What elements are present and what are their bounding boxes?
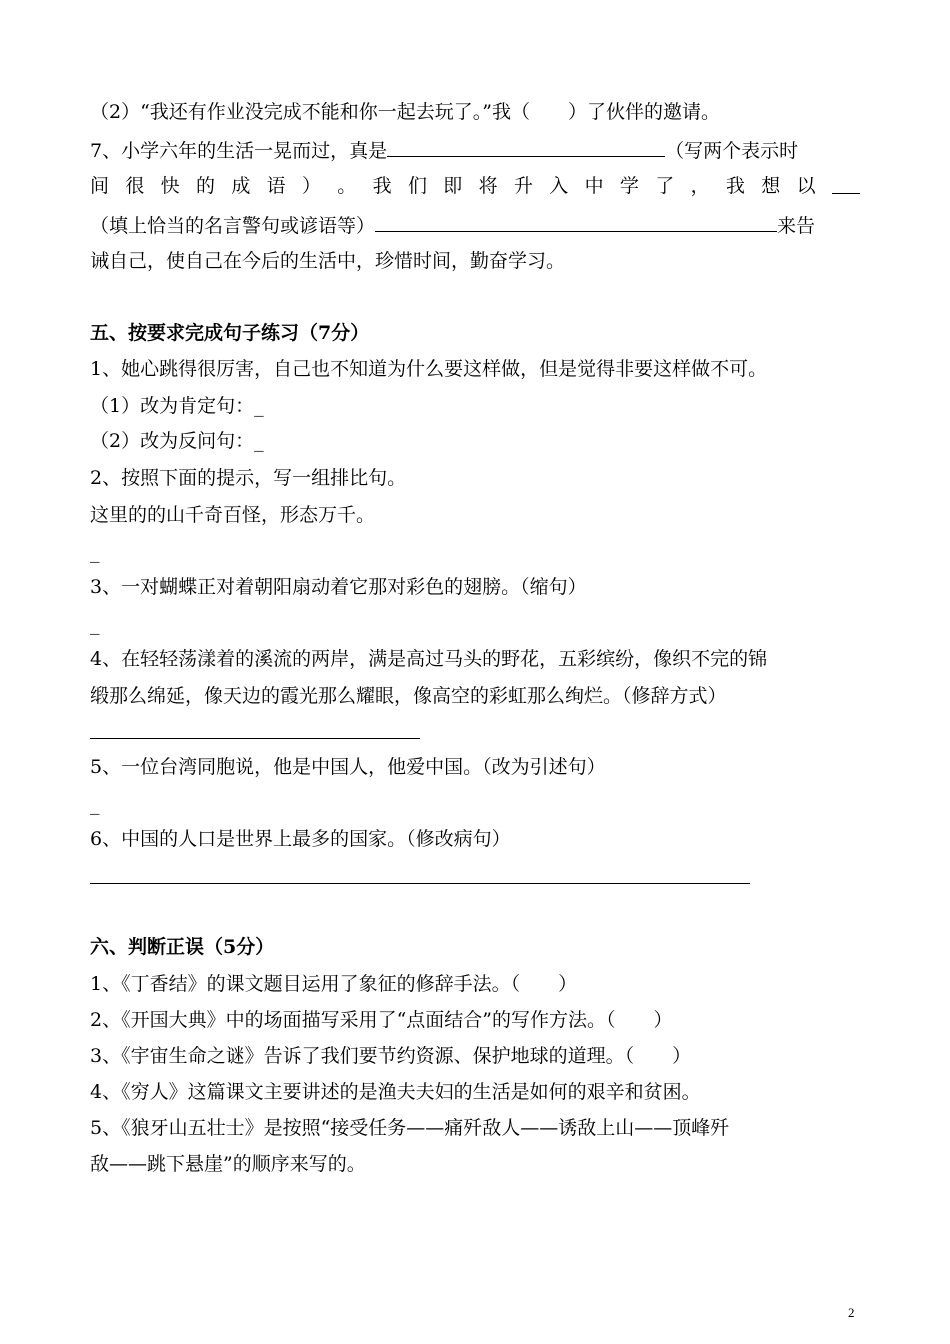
question-6-2: （2）“我还有作业没完成不能和你一起去玩了。”我（ ）了伙伴的邀请。 bbox=[90, 101, 721, 123]
q7-char: 我 bbox=[372, 175, 392, 197]
question-7-text-a: 7、小学六年的生活一晃而过，真是 bbox=[90, 140, 388, 162]
q7-char: 即 bbox=[443, 175, 463, 197]
s5-question-1-1: （1）改为肯定句：_ bbox=[90, 395, 264, 417]
q7-char: 想 bbox=[761, 175, 781, 197]
s5-question-2-hint: 这里的的山千奇百怪，形态万千。 bbox=[90, 504, 376, 526]
s5-question-6-answer-line[interactable] bbox=[90, 883, 750, 884]
question-7-line-4: 诫自己，使自己在今后的生活中，珍惜时间，勤奋学习。 bbox=[90, 250, 566, 272]
page-number: 2 bbox=[848, 1305, 855, 1320]
s5-question-2-answer[interactable]: _ bbox=[90, 541, 100, 563]
q7-char: 以 bbox=[796, 175, 816, 197]
q7-char: 将 bbox=[478, 175, 498, 197]
s5-question-4-answer-line[interactable] bbox=[90, 738, 420, 739]
s6-question-5-line-1: 5、《狼牙山五壮士》是按照“接受任务——痛歼敌人——诱敌上山——顶峰歼 bbox=[90, 1117, 730, 1139]
s5-question-5-answer[interactable]: _ bbox=[90, 793, 100, 815]
proverb-blank-start[interactable] bbox=[832, 173, 860, 194]
q7-char: 的 bbox=[195, 175, 215, 197]
section-5-title: 五、按要求完成句子练习（7分） bbox=[90, 322, 370, 344]
s6-question-5-line-2: 敌——跳下悬崖”的顺序来写的。 bbox=[90, 1153, 366, 1175]
q7-char: 很 bbox=[125, 175, 145, 197]
s6-question-1: 1、《丁香结》的课文题目运用了象征的修辞手法。（ ） bbox=[90, 973, 578, 995]
q7-char: 。 bbox=[337, 175, 357, 197]
question-7-line-2 bbox=[90, 173, 860, 199]
question-7-line-3 bbox=[90, 211, 815, 239]
q7-char: 语 bbox=[266, 175, 286, 197]
q7-char: 了 bbox=[655, 175, 675, 197]
s5-question-4-line-1: 4、在轻轻荡漾着的溪流的两岸，满是高过马头的野花，五彩缤纷，像织不完的锦 bbox=[90, 648, 768, 670]
s6-question-3: 3、《宇宙生命之谜》告诉了我们要节约资源、保护地球的道理。（ ） bbox=[90, 1045, 692, 1067]
q7-char: 快 bbox=[160, 175, 180, 197]
s5-question-1: 1、她心跳得很厉害，自己也不知道为什么要这样做，但是觉得非要这样做不可。 bbox=[90, 358, 768, 380]
s6-question-4: 4、《穷人》这篇课文主要讲述的是渔夫夫妇的生活是如何的艰辛和贫困。 bbox=[90, 1081, 701, 1103]
question-7-text-b: （写两个表示时 bbox=[665, 140, 799, 162]
q7-char: 间 bbox=[90, 175, 110, 197]
q7-char: 我 bbox=[725, 175, 745, 197]
s5-question-3: 3、一对蝴蝶正对着朝阳扇动着它那对彩色的翅膀。（缩句） bbox=[90, 576, 587, 598]
question-7-line-1 bbox=[90, 136, 798, 164]
proverb-answer-blank[interactable] bbox=[375, 211, 777, 232]
q7-char: 中 bbox=[584, 175, 604, 197]
q7-char: ， bbox=[690, 175, 710, 197]
q7-char: 们 bbox=[407, 175, 427, 197]
q7-char: 升 bbox=[513, 175, 533, 197]
s5-question-3-answer[interactable]: _ bbox=[90, 613, 100, 635]
s5-question-2: 2、按照下面的提示，写一组排比句。 bbox=[90, 467, 407, 489]
s5-question-1-2: （2）改为反问句：_ bbox=[90, 430, 264, 452]
s5-question-4-line-2: 缎那么绵延，像天边的霞光那么耀眼，像高空的彩虹那么绚烂。（修辞方式） bbox=[90, 685, 727, 707]
q7-char: ） bbox=[301, 175, 321, 197]
question-7-text-e: 来告 bbox=[777, 215, 816, 237]
s5-question-6: 6、中国的人口是世界上最多的国家。（修改病句） bbox=[90, 828, 511, 850]
s5-question-5: 5、一位台湾同胞说，他是中国人，他爱中国。（改为引述句） bbox=[90, 756, 606, 778]
q7-char: 学 bbox=[619, 175, 639, 197]
q7-char: 成 bbox=[231, 175, 251, 197]
q7-char: 入 bbox=[549, 175, 569, 197]
s6-question-2: 2、《开国大典》中的场面描写采用了“点面结合”的写作方法。（ ） bbox=[90, 1009, 673, 1031]
question-7-text-d: （填上恰当的名言警句或谚语等） bbox=[90, 215, 376, 237]
section-6-title: 六、判断正误（5分） bbox=[90, 936, 275, 958]
idiom-answer-blank[interactable] bbox=[387, 136, 665, 157]
